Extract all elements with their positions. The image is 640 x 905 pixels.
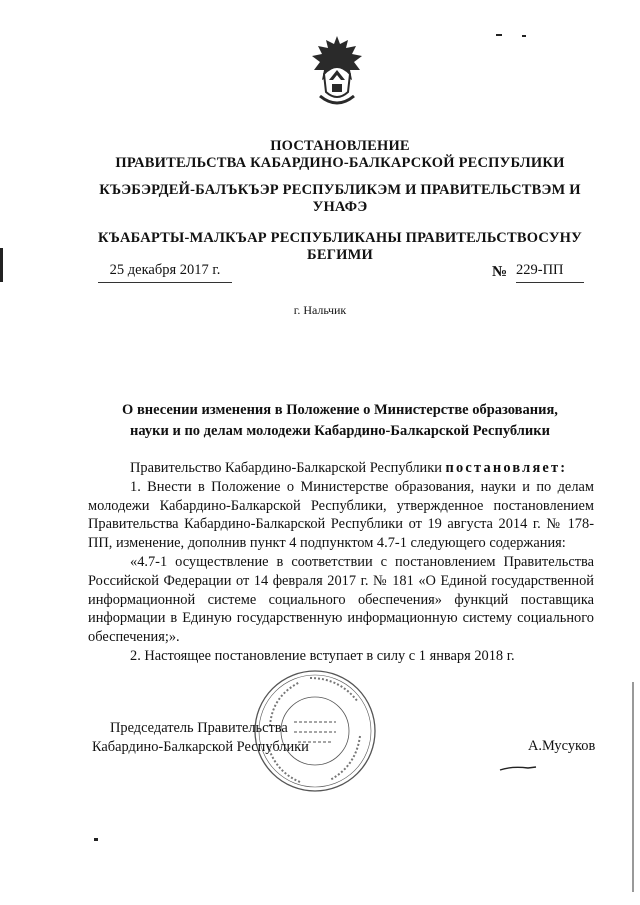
scan-mark xyxy=(0,248,3,282)
decree-date: 25 декабря 2017 г. xyxy=(98,262,232,283)
balkar-line-1: КЪАБАРТЫ-МАЛКЪАР РЕСПУБЛИКАНЫ ПРАВИТЕЛЬСТВОСУНУ xyxy=(98,230,582,246)
coat-of-arms-emblem xyxy=(302,30,372,110)
subject-line-2: науки и по делам молодежи Кабардино-Балкарской Республики xyxy=(130,423,550,439)
item-2-paragraph: 2. Настоящее постановление вступает в силу с 1 января 2018 г. xyxy=(130,647,515,664)
decree-header xyxy=(60,138,620,172)
scan-mark xyxy=(94,838,98,841)
decree-body xyxy=(88,459,594,666)
balkar-line-2: БЕГИМИ xyxy=(307,247,373,263)
signatory-name: А.Мусуков xyxy=(528,738,596,754)
balkar-header xyxy=(60,230,620,264)
decree-subject xyxy=(90,400,590,442)
quote-paragraph: «4.7-1 осуществление в соответствии с постановлением Правительства Российской Федерации от 14 февраля 2017 г. № 181 «О Единой государственной информационной системе социального обеспечения» функций поставщика информации в Единую государственную информационную систему социального обеспечения;». xyxy=(88,553,594,646)
signatory-position xyxy=(92,719,309,757)
scan-mark xyxy=(632,682,634,892)
kabardian-line-1: КЪЭБЭРДЕЙ-БАЛЪКЪЭР РЕСПУБЛИКЭМ И ПРАВИТЕЛЬСТВЭМ И xyxy=(99,182,581,198)
scan-mark xyxy=(522,35,526,37)
number-sign: № xyxy=(492,264,508,280)
signature-stroke xyxy=(498,756,538,776)
scan-mark xyxy=(496,34,502,36)
city: г. Нальчик xyxy=(293,303,347,317)
kabardian-header xyxy=(60,182,620,216)
kabardian-line-2: УНАФЭ xyxy=(312,199,368,215)
intro-keyword: постановляет: xyxy=(445,460,568,476)
government-name: ПРАВИТЕЛЬСТВА КАБАРДИНО-БАЛКАРСКОЙ РЕСПУБЛИКИ xyxy=(115,155,565,171)
position-line-2: Кабардино-Балкарской Республики xyxy=(92,739,309,755)
decree-number: 229-ПП xyxy=(516,262,584,283)
decree-title: ПОСТАНОВЛЕНИЕ xyxy=(270,138,410,154)
intro-paragraph xyxy=(88,459,594,478)
item-1-paragraph: 1. Внести в Положение о Министерстве образования, науки и по делам молодежи Кабардино-Балкарской Республики, утвержденное постановлением Правительства Кабардино-Балкарской Республики от 19 августа 2014 г. № 178-ПП, изменение, дополнив пункт 4 подпунктом 4.7-1 следующего содержания: xyxy=(88,478,594,552)
intro-text: Правительство Кабардино-Балкарской Республики xyxy=(130,460,442,476)
subject-line-1: О внесении изменения в Положение о Министерстве образования, xyxy=(122,402,558,418)
position-line-1: Председатель Правительства xyxy=(110,720,288,736)
